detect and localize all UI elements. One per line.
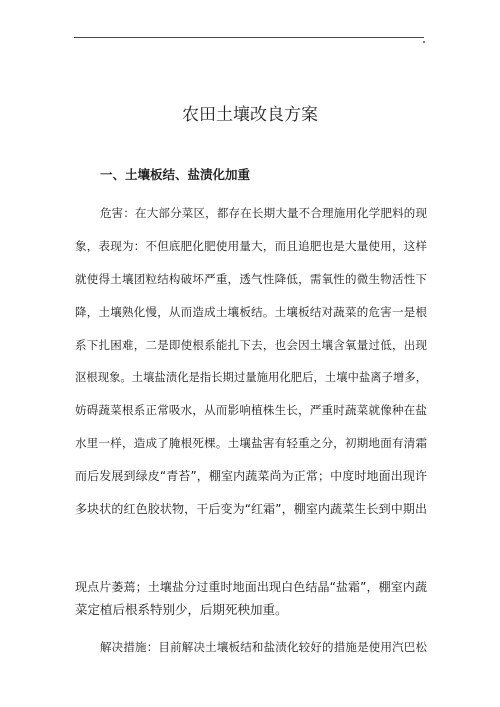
- document-title: 农田土壤改良方案: [182, 105, 318, 125]
- header-dot: [423, 41, 425, 43]
- paragraph-line: 而后发展到绿皮“青苔”，棚室内蔬菜尚为正常；中度时地面出现许: [75, 469, 427, 483]
- paragraph-line: 就使得土壤团粒结构破坏严重，透气性降低，需氧性的微生物活性下: [75, 272, 427, 286]
- paragraph-line: 沤根现象。土壤盐渍化是指长期过量施用化肥后，土壤中盐离子增多，: [75, 371, 427, 384]
- paragraph-line: 解决措施：目前解决土壤板结和盐渍化较好的措施是使用汽巴松: [100, 640, 427, 654]
- paragraph-line: 危害：在大部分菜区，都存在长期大量不合理施用化学肥料的现: [100, 206, 427, 220]
- paragraph-line: 现点片萎蔫；土壤盐分过重时地面出现白色结晶“盐霜”，棚室内蔬: [75, 580, 427, 594]
- paragraph-line: 多块状的红色胶状物，干后变为“红霜”，棚室内蔬菜生长到中期出: [75, 502, 427, 516]
- paragraph-line: 象，表现为：不但底肥化肥使用量大，而且追肥也是大量使用，这样: [75, 239, 427, 253]
- paragraph-line: 系下扎困难，二是即使根系能扎下去，也会因土壤含氧量过低，出现: [75, 338, 427, 352]
- paragraph-line: 水里一样，造成了腌根死棵。土壤盐害有轻重之分，初期地面有清霜: [75, 436, 427, 450]
- paragraph-line: 降，土壤熟化慢，从而造成土壤板结。土壤板结对蔬菜的危害一是根: [75, 305, 427, 319]
- header-rule: [74, 37, 424, 38]
- paragraph-line: 菜定植后根系特别少，后期死秧加重。: [75, 602, 288, 617]
- paragraph-line: 妨碍蔬菜根系正常吸水，从而影响植株生长，严重时蔬菜就像种在盐: [75, 403, 427, 417]
- section-heading: 一、土壤板结、盐渍化加重: [100, 167, 251, 182]
